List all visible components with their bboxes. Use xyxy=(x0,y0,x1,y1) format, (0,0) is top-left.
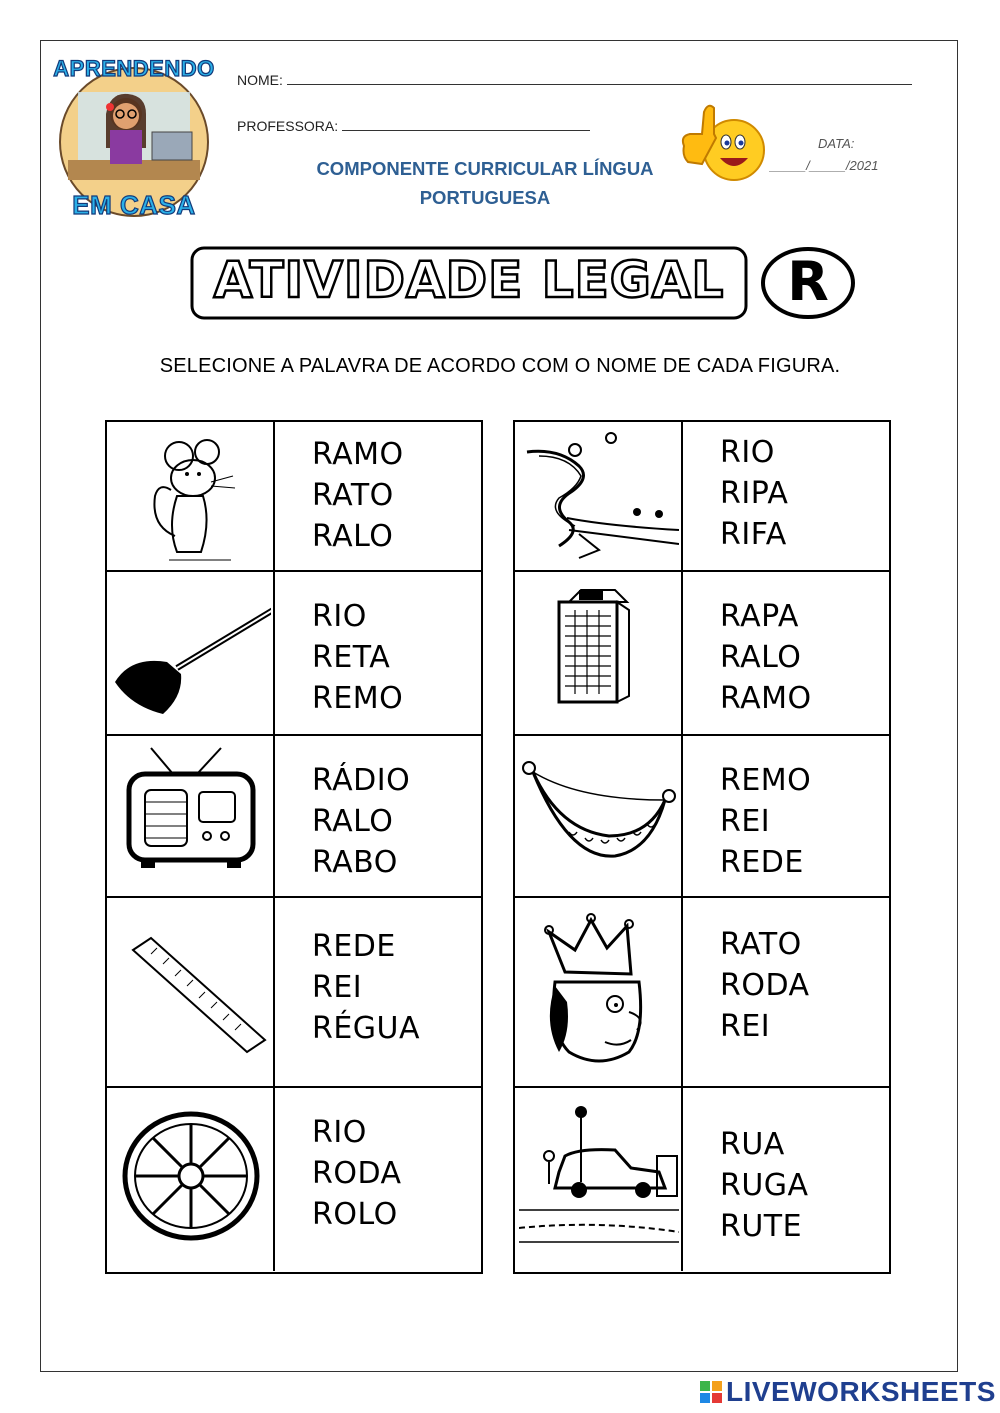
left-row-5 xyxy=(107,1088,481,1271)
word-option[interactable]: RALO xyxy=(720,640,802,675)
left-row-1 xyxy=(107,422,481,572)
right-row-3 xyxy=(515,736,889,898)
title-banner xyxy=(190,246,748,320)
name-label: NOME: xyxy=(237,72,283,88)
subject-line-1: COMPONENTE CURRICULAR LÍNGUA xyxy=(316,158,654,179)
word-option[interactable]: RAMO xyxy=(312,437,404,472)
left-row-2-words xyxy=(312,596,403,719)
word-option[interactable]: RETA xyxy=(312,640,391,675)
left-row-3-picture-cell xyxy=(107,736,275,896)
right-row-2 xyxy=(515,572,889,736)
word-option[interactable]: RUA xyxy=(720,1127,785,1162)
word-option[interactable]: RATO xyxy=(720,927,802,962)
word-option[interactable]: RABO xyxy=(312,845,398,880)
king-picture xyxy=(519,902,679,1082)
left-row-5-picture-cell xyxy=(107,1088,275,1271)
word-option[interactable]: RIPA xyxy=(720,476,789,511)
grater-picture xyxy=(519,576,679,726)
right-row-3-picture-cell xyxy=(515,736,683,896)
name-field[interactable] xyxy=(237,72,912,88)
right-row-4 xyxy=(515,898,889,1088)
word-option[interactable]: REI xyxy=(720,1009,771,1044)
word-option[interactable]: ROLO xyxy=(312,1197,398,1232)
word-option[interactable]: REI xyxy=(720,804,771,839)
word-option[interactable]: RAPA xyxy=(720,599,799,634)
teacher-field[interactable] xyxy=(237,118,590,134)
teacher-label: PROFESSORA: xyxy=(237,118,339,134)
subject-line-2: PORTUGUESA xyxy=(419,187,551,208)
aprendendo-em-casa-logo xyxy=(48,52,220,224)
word-option[interactable]: RAMO xyxy=(720,681,812,716)
word-option[interactable]: RÁDIO xyxy=(312,763,411,798)
word-option[interactable]: RIO xyxy=(720,435,775,470)
word-option[interactable]: REDE xyxy=(312,929,396,964)
liveworksheets-logo-icon xyxy=(700,1381,722,1403)
date-field[interactable]: _____/_____/2021 xyxy=(770,158,879,173)
right-row-1-picture-cell xyxy=(515,422,683,570)
logo-top-text: APRENDENDO xyxy=(53,56,215,81)
subject-heading xyxy=(290,154,680,212)
word-option[interactable]: RALO xyxy=(312,804,394,839)
thumbs-up-emoji-icon xyxy=(676,94,772,190)
right-row-5-words xyxy=(720,1124,809,1247)
left-row-1-words xyxy=(312,434,404,557)
ruler-picture xyxy=(111,902,271,1082)
right-row-1-words xyxy=(720,432,788,555)
street-picture xyxy=(519,1092,679,1267)
left-row-4-words xyxy=(312,926,420,1049)
word-option[interactable]: RUGA xyxy=(720,1168,809,1203)
word-option[interactable]: RIFA xyxy=(720,517,787,552)
instruction-text: SELECIONE A PALAVRA DE ACORDO COM O NOME DE CADA FIGURA. xyxy=(159,355,841,377)
left-row-4 xyxy=(107,898,481,1088)
wheel-picture xyxy=(111,1092,271,1267)
liveworksheets-brand[interactable]: LIVEWORKSHEETS xyxy=(726,1376,996,1407)
word-option[interactable]: REDE xyxy=(720,845,804,880)
left-row-1-picture-cell xyxy=(107,422,275,570)
word-option[interactable]: RÉGUA xyxy=(312,1011,421,1046)
right-row-2-words xyxy=(720,596,812,719)
word-option[interactable]: RIO xyxy=(312,1115,367,1150)
right-word-grid xyxy=(513,420,891,1274)
date-label: DATA: xyxy=(818,136,855,151)
left-row-3 xyxy=(107,736,481,898)
word-option[interactable]: RALO xyxy=(312,519,394,554)
right-row-5-picture-cell xyxy=(515,1088,683,1271)
left-row-4-picture-cell xyxy=(107,898,275,1086)
word-option[interactable]: RODA xyxy=(720,968,810,1003)
right-row-4-picture-cell xyxy=(515,898,683,1086)
name-line[interactable] xyxy=(287,72,912,85)
word-option[interactable]: REMO xyxy=(312,681,404,716)
right-row-5 xyxy=(515,1088,889,1271)
title-letter: R xyxy=(787,250,829,313)
word-option[interactable]: REMO xyxy=(720,763,812,798)
word-option[interactable]: RODA xyxy=(312,1156,402,1191)
word-option[interactable]: RIO xyxy=(312,599,367,634)
right-row-4-words xyxy=(720,924,810,1047)
title-banner-text: ATIVIDADE LEGAL xyxy=(213,251,725,309)
left-word-grid xyxy=(105,420,483,1274)
right-row-1 xyxy=(515,422,889,572)
word-option[interactable]: RUTE xyxy=(720,1209,803,1244)
right-row-3-words xyxy=(720,760,811,883)
right-row-2-picture-cell xyxy=(515,572,683,734)
word-option[interactable]: REI xyxy=(312,970,363,1005)
left-row-3-words xyxy=(312,760,410,883)
hammock-picture xyxy=(519,740,679,890)
river-picture xyxy=(519,426,679,566)
word-option[interactable]: RATO xyxy=(312,478,394,513)
title-letter-badge xyxy=(760,246,856,320)
teacher-line[interactable] xyxy=(342,118,590,131)
oar-picture xyxy=(111,576,271,726)
mouse-picture xyxy=(111,426,271,566)
left-row-2-picture-cell xyxy=(107,572,275,734)
logo-bottom-text: EM CASA xyxy=(72,190,196,220)
left-row-5-words xyxy=(312,1112,402,1235)
left-row-2 xyxy=(107,572,481,736)
radio-picture xyxy=(111,740,271,890)
